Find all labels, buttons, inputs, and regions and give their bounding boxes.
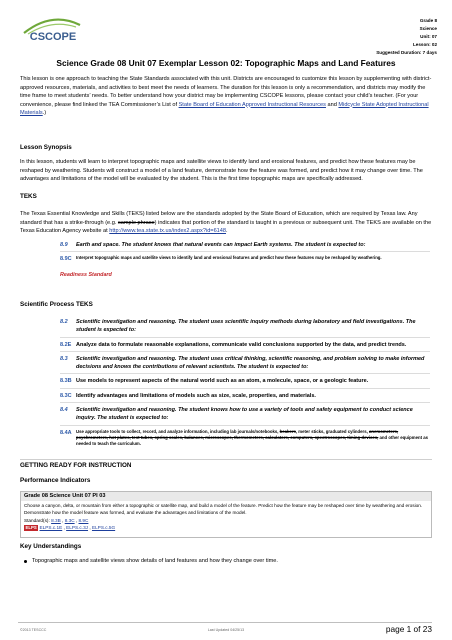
readiness-standard-label: Readiness Standard xyxy=(60,271,112,278)
teks-text-part: and other equipment as needed to teach the curriculum. xyxy=(76,435,428,447)
teks-text: Scientific investigation and reasoning. The student knows how to use a variety of tools and safety equipment to conduct science inquiry. The student is expected to: xyxy=(76,407,413,422)
intro-end: .) xyxy=(42,110,47,116)
approved-resources-link[interactable]: State Board of Education Approved Instructional Resources xyxy=(178,101,326,108)
teks-item xyxy=(60,318,430,335)
pi-text: Choose a canyon, delta, or mountain from either a topographic or satellite map, and build a model of the feature. Predict how the feature may be reshaped over time by weathering and erosion. Demonstrate how the model feature was formed, and evaluate the advantages and limitations of the model. xyxy=(24,503,423,516)
lesson-meta xyxy=(376,17,437,57)
subject-label: Science xyxy=(419,25,437,31)
unit-label: Unit: 07 xyxy=(420,33,437,39)
standard-link[interactable]: 8.3B xyxy=(51,517,61,523)
strike-sample: sample phrase xyxy=(117,219,155,226)
teks-number: 8.3C xyxy=(60,392,72,399)
pi-standards: Standard(s): 8.3B , 8.3C , 8.9C xyxy=(24,517,89,523)
teks-item xyxy=(60,377,430,385)
page-title: Science Grade 08 Unit 07 Exemplar Lesson 02: Topographic Maps and Land Features xyxy=(56,58,396,68)
pi-title: Grade 08 Science Unit 07 PI 03 xyxy=(21,492,431,501)
teks-item xyxy=(60,241,430,249)
tea-website-link[interactable]: http://www.tea.state.tx.us/index2.aspx?id=6148 xyxy=(109,228,227,234)
teks-text-b: ) indicates that portion of the standard is taught in a previous or subsequent unit. The TEKS are available on the Texas Education Agency website at xyxy=(20,219,432,234)
divider xyxy=(60,373,430,374)
svg-text:CSCOPE: CSCOPE xyxy=(29,31,77,43)
intro-text: This lesson is one approach to teaching the State Standards associated with this unit. Districts are encouraged to customize this lesson by supplementing with district-approved resources, materials, and activities to best meet the needs of learners. The duration for this lesson is only a recommendation, and districts may modify the time frame to meet students’ needs. To better understand how your district may be implementing CSCOPE lessons, please contact your child’s teacher. (For your convenience, please find linked the TEA Commissioner’s List of xyxy=(20,76,432,108)
teks-item xyxy=(60,355,430,372)
teks-text: Scientific investigation and reasoning. The student uses critical thinking, scientific reasoning, and problem solving to make informed decisions and knows the contributions of relevant scientists. The student is expected to: xyxy=(76,355,425,371)
elps-link[interactable]: ELPS.c.3J xyxy=(66,524,89,530)
getting-ready-heading: GETTING READY FOR INSTRUCTION xyxy=(20,459,432,469)
teks-number: 8.3B xyxy=(60,378,72,385)
teks-text-c: . xyxy=(226,228,228,234)
teks-text-part: , meter sticks, graduated cylinders, xyxy=(295,428,369,434)
teks-item xyxy=(60,255,430,263)
key-understandings-heading: Key Understandings xyxy=(20,543,82,550)
key-understanding-item: Topographic maps and satellite views show details of land features and how they change over time. xyxy=(32,558,278,564)
lesson-label: Lesson: 02 xyxy=(413,41,437,47)
teks-text-a: The Texas Essential Knowledge and Skills (TEKS) listed below are the standards adopted by the State Board of Education, which are required by Texas law. Any standard that has a strike-through (e.g. xyxy=(20,211,418,226)
divider xyxy=(60,351,430,352)
teks-text xyxy=(76,429,430,448)
content-teks-list xyxy=(60,241,430,278)
teks-text: Use models to represent aspects of the natural world such as an atom, a molecule, space, or a geologic feature. xyxy=(76,378,369,385)
teks-item xyxy=(60,429,430,448)
teks-number: 8.9 xyxy=(60,242,68,248)
teks-item xyxy=(60,406,430,423)
teks-text: Scientific investigation and reasoning. The student uses scientific inquiry methods during laboratory and field investigations. The student is expected to: xyxy=(76,319,416,334)
process-teks-heading: Scientific Process TEKS xyxy=(20,301,93,308)
teks-number: 8.2E xyxy=(60,341,72,348)
pi-body xyxy=(21,501,431,532)
teks-number: 8.2 xyxy=(60,319,68,325)
teks-item xyxy=(60,341,430,349)
teks-text: Interpret topographic maps and satellite views to identify land and erosional features and predict how these features may be reshaped by weathering. xyxy=(76,255,382,261)
duration-label: Suggested Duration: 7 days xyxy=(376,49,437,55)
pi-elps: ELPS ELPS.c.1E , ELPS.c.3J , ELPS.c.5G xyxy=(25,524,116,530)
footer-divider xyxy=(18,622,432,623)
standard-link[interactable]: 8.9C xyxy=(78,517,89,523)
divider xyxy=(60,388,430,389)
footer-updated: Last Updated 04/25/13 xyxy=(207,628,245,632)
teks-number: 8.3 xyxy=(60,355,68,362)
standards-label: Standard(s): xyxy=(24,517,52,523)
teks-text-part: Use appropriate tools to collect, record, and analyze information, including lab journals/notebooks, xyxy=(76,428,280,434)
divider xyxy=(60,425,430,426)
teks-heading: TEKS xyxy=(20,193,37,200)
elps-link[interactable]: ELPS.c.5G xyxy=(91,524,116,530)
teks-number: 8.9C xyxy=(60,256,72,263)
intro-paragraph xyxy=(20,75,432,118)
teks-item xyxy=(60,392,430,400)
performance-indicators-heading: Performance Indicators xyxy=(20,477,91,484)
process-teks-list xyxy=(60,318,430,448)
synopsis-heading: Lesson Synopsis xyxy=(20,144,72,151)
intro-and: and xyxy=(325,101,339,108)
adopted-materials-link[interactable]: Midcycle State Adopted Instructional Materials xyxy=(20,101,429,116)
divider xyxy=(60,337,430,338)
page-number: page 1 of 23 xyxy=(385,624,432,634)
standard-link[interactable]: 8.3C xyxy=(64,517,75,523)
grade-label: Grade 8 xyxy=(419,18,437,23)
struck-text: beakers xyxy=(279,428,296,434)
elps-link[interactable]: ELPS.c.1E xyxy=(39,524,63,530)
teks-text: Identify advantages and limitations of models such as size, scale, properties, and materials. xyxy=(76,392,316,399)
teks-intro xyxy=(20,210,432,236)
divider xyxy=(60,402,430,403)
teks-number: 8.4A xyxy=(60,429,72,436)
cscope-logo xyxy=(18,13,88,43)
footer-copyright: ©2013 TESCCC xyxy=(20,628,47,632)
teks-text: Earth and space. The student knows that natural events can impact Earth systems. The student is expected to: xyxy=(76,242,366,248)
divider xyxy=(60,251,430,252)
teks-text: Analyze data to formulate reasonable explanations, communicate valid conclusions supported by the data, and predict trends. xyxy=(76,341,407,348)
synopsis-text: In this lesson, students will learn to interpret topographic maps and satellite views to identify land and erosional features, and predict how these features may be reshaped by weathering. Students will construct a model of a land feature, demonstrate how the feature was formed, and predict how it may change over time. The advantages and limitations of the model will be evaluated by the student. This is the first time topographic maps are specifically addressed. xyxy=(20,159,423,182)
struck-text: anemometers, psychrometers, hot plates, test tubes, spring scales, balances, microscopes, thermometers, calculators, computers, spectroscopes, timing devices, xyxy=(76,428,399,441)
performance-indicator-box xyxy=(20,491,432,538)
teks-number: 8.4 xyxy=(60,407,68,414)
elps-badge: ELPS xyxy=(25,524,37,530)
